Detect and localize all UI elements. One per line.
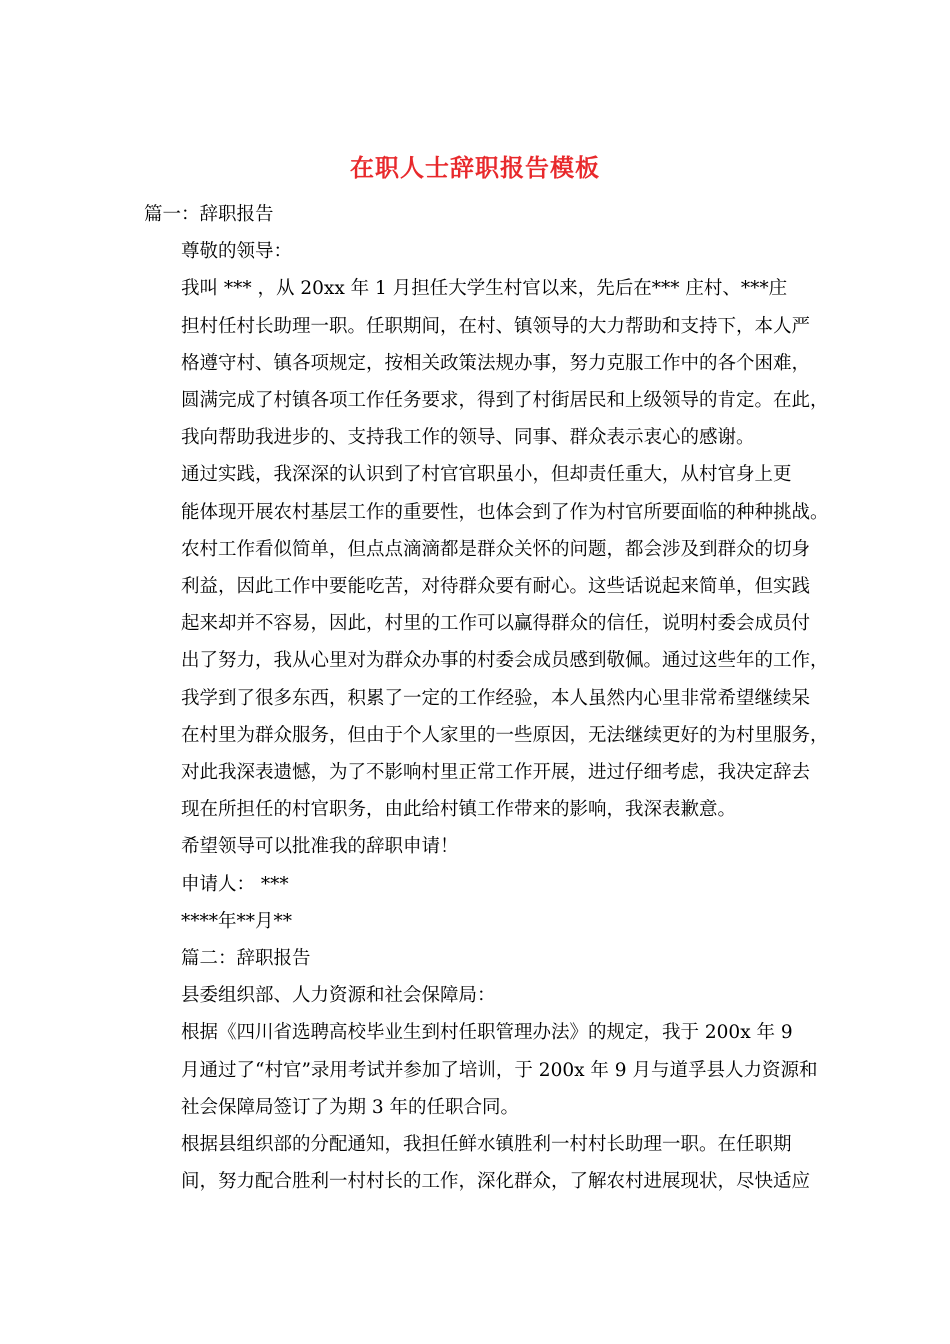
- text-line: 月通过了“村官”录用考试并参加了培训，于 200x 年 9 月与道孚县人力资源和: [181, 1059, 818, 1081]
- text-line: 社会保障局签订了为期 3 年的任职合同。: [181, 1096, 520, 1118]
- paragraph: [144, 977, 806, 1014]
- text-line: 尊敬的领导：: [181, 241, 293, 263]
- text-line: 出了努力，我从心里对为群众办事的村委会成员感到敬佩。通过这些年的工作，: [181, 650, 829, 672]
- text-line: 间，努力配合胜利一村村长的工作，深化群众，了解农村进展现状，尽快适应: [181, 1171, 811, 1193]
- text-line: 申请人： ***: [181, 873, 289, 895]
- text-line: 我向帮助我进步的、支持我工作的领导、同事、群众表示衷心的感谢。: [181, 427, 755, 449]
- text-line: 根据县组织部的分配通知，我担任鲜水镇胜利一村村长助理一职。在任职期: [181, 1134, 792, 1156]
- text-line: 通过实践，我深深的认识到了村官官职虽小，但却责任重大，从村官身上更: [181, 464, 792, 486]
- text-line: 担村任村长助理一职。任职期间，在村、镇领导的大力帮助和支持下，本人严: [181, 315, 811, 337]
- text-line: 根据《四川省选聘高校毕业生到村任职管理办法》的规定，我于 200x 年 9: [181, 1022, 793, 1044]
- text-line: 圆满完成了村镇各项工作任务要求，得到了村街居民和上级领导的肯定。在此，: [181, 390, 829, 412]
- text-line: 篇一：辞职报告: [144, 204, 274, 225]
- text-line: ****年**月**: [181, 910, 293, 932]
- text-line: 在村里为群众服务，但由于个人家里的一些原因，无法继续更好的为村里服务，: [181, 724, 829, 746]
- text-line: 农村工作看似简单，但点点滴滴都是群众关怀的问题，都会涉及到群众的切身: [181, 538, 811, 560]
- text-line: 篇二：辞职报告: [181, 948, 311, 970]
- paragraph: [144, 940, 806, 977]
- paragraph: [144, 456, 829, 828]
- text-line: 希望领导可以批准我的辞职申请！: [181, 836, 459, 858]
- paragraph: [144, 233, 806, 270]
- paragraph: [144, 1014, 818, 1126]
- paragraph: [144, 828, 806, 865]
- paragraph: [144, 866, 806, 903]
- text-line: 我学到了很多东西，积累了一定的工作经验，本人虽然内心里非常希望继续呆: [181, 687, 811, 709]
- text-line: 县委组织部、人力资源和社会保障局：: [181, 985, 496, 1007]
- text-line: 对此我深表遗憾，为了不影响村里正常工作开展，进过仔细考虑，我决定辞去: [181, 762, 811, 784]
- paragraph: [144, 196, 806, 233]
- text-line: 利益，因此工作中要能吃苦，对待群众要有耐心。这些话说起来简单，但实践: [181, 576, 811, 598]
- text-line: 格遵守村、镇各项规定，按相关政策法规办事，努力克服工作中的各个困难，: [181, 352, 811, 374]
- text-line: 现在所担任的村官职务，由此给村镇工作带来的影响，我深表歉意。: [181, 799, 737, 821]
- text-line: 能体现开展农村基层工作的重要性，也体会到了作为村官所要面临的种种挑战。: [181, 501, 829, 523]
- document-body: [144, 196, 829, 1200]
- document-title: 在职人士辞职报告模板: [350, 153, 600, 182]
- paragraph: [144, 903, 806, 940]
- paragraph: [144, 1126, 811, 1200]
- text-line: 起来却并不容易，因此，村里的工作可以赢得群众的信任，说明村委会成员付: [181, 613, 811, 635]
- text-line: 我叫 *** ，从 20xx 年 1 月担任大学生村官以来，先后在*** 庄村、***庄: [181, 278, 788, 300]
- paragraph: [144, 270, 829, 456]
